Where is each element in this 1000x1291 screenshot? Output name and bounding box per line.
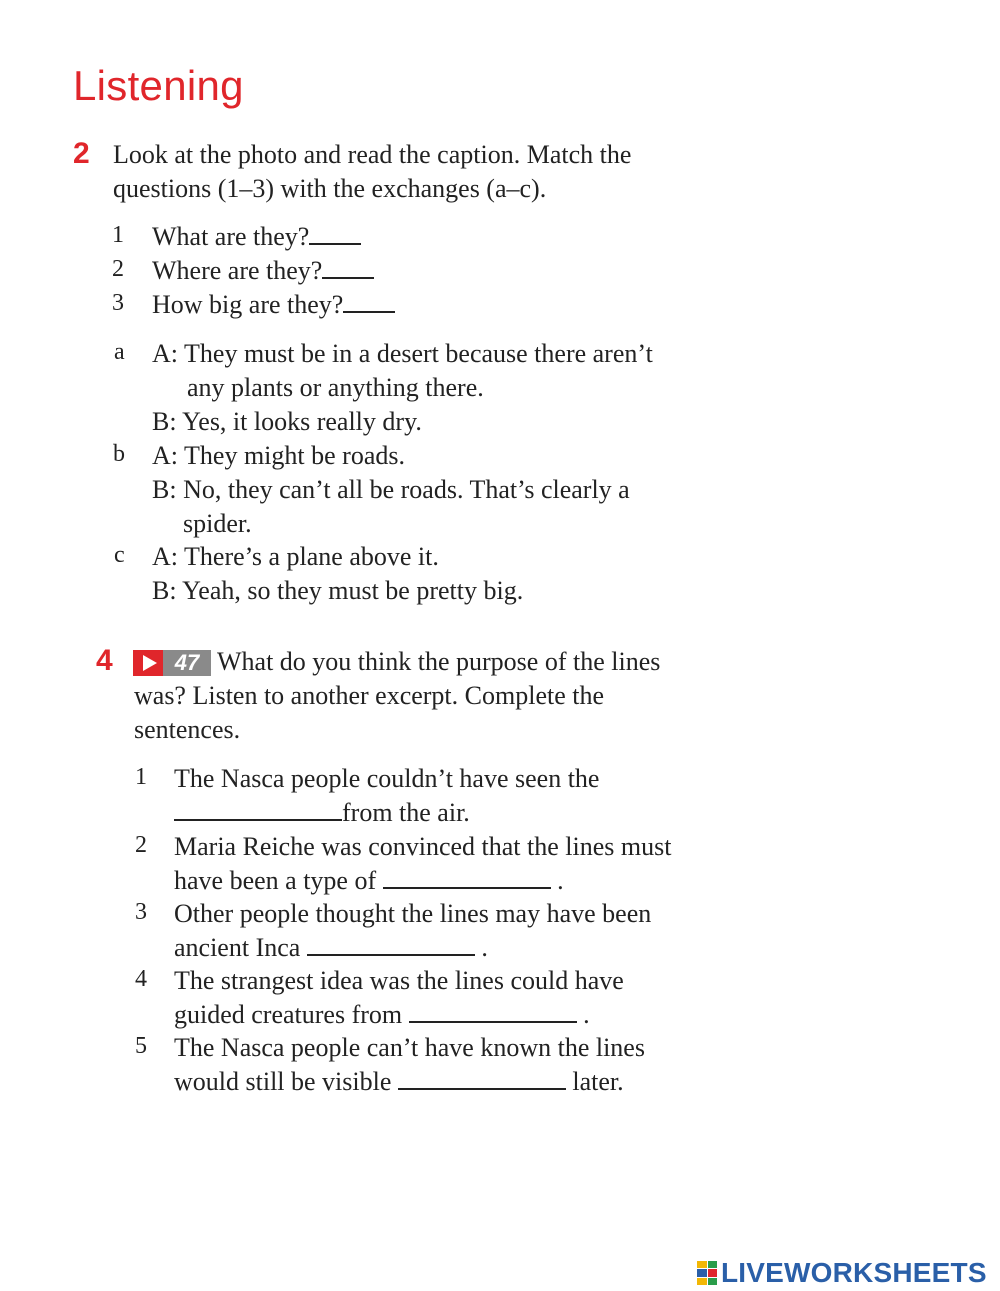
item-line: Maria Reiche was convinced that the lines must — [174, 832, 672, 861]
item-text: ancient Inca — [174, 933, 301, 962]
exchange-letter: b — [113, 441, 125, 467]
item-line — [174, 1065, 624, 1099]
section-title: Listening — [73, 62, 244, 109]
item-line — [174, 796, 470, 830]
exchange-line: B: Yes, it looks really dry. — [152, 407, 422, 436]
item-line: The strangest idea was the lines could have — [174, 966, 624, 995]
exercise-2-instruction-line1: Look at the photo and read the caption. Match the — [113, 140, 632, 169]
item-number: 2 — [135, 832, 147, 858]
item-text: would still be visible — [174, 1067, 392, 1096]
item-text: . — [583, 1000, 590, 1029]
question-number: 1 — [112, 222, 124, 248]
item-number: 3 — [135, 899, 147, 925]
exchange-line: B: No, they can’t all be roads. That’s clearly a — [152, 475, 630, 504]
exchange-line: A: There’s a plane above it. — [152, 542, 439, 571]
fill-blank[interactable] — [409, 1020, 577, 1023]
question-text: How big are they? — [152, 290, 344, 319]
item-text: have been a type of — [174, 866, 377, 895]
exercise-4-number: 4 — [96, 644, 113, 677]
exchange-line: A: They might be roads. — [152, 441, 405, 470]
question-item — [152, 220, 361, 254]
question-number: 2 — [112, 256, 124, 282]
exercise-4-instruction-line1: What do you think the purpose of the lines — [217, 647, 661, 676]
fill-blank[interactable] — [398, 1087, 566, 1090]
item-text: . — [557, 866, 564, 895]
question-item — [152, 254, 374, 288]
answer-blank[interactable] — [343, 310, 395, 313]
item-line: Other people thought the lines may have been — [174, 899, 652, 928]
liveworksheets-logo-icon — [697, 1261, 717, 1285]
answer-blank[interactable] — [309, 242, 361, 245]
item-text: from the air. — [342, 798, 470, 827]
liveworksheets-logo — [697, 1257, 987, 1289]
fill-blank[interactable] — [174, 818, 342, 821]
item-line — [174, 998, 590, 1032]
item-text: . — [481, 933, 488, 962]
question-number: 3 — [112, 290, 124, 316]
question-text: Where are they? — [152, 256, 323, 285]
item-line — [174, 864, 564, 898]
exercise-2-instruction-line2: questions (1–3) with the exchanges (a–c). — [113, 174, 547, 203]
exchange-line: A: They must be in a desert because there aren’t — [152, 339, 653, 368]
play-icon — [133, 650, 163, 676]
item-line — [174, 931, 488, 965]
item-number: 1 — [135, 764, 147, 790]
exercise-2-number: 2 — [73, 137, 90, 170]
exercise-4-instruction-line2: was? Listen to another excerpt. Complete the — [134, 681, 605, 710]
item-line: The Nasca people couldn’t have seen the — [174, 764, 600, 793]
answer-blank[interactable] — [322, 276, 374, 279]
exchange-line: spider. — [183, 509, 252, 538]
exchange-line: B: Yeah, so they must be pretty big. — [152, 576, 524, 605]
question-text: What are they? — [152, 222, 310, 251]
track-number: 47 — [163, 650, 211, 676]
item-number: 4 — [135, 966, 147, 992]
logo-text: LIVEWORKSHEETS — [721, 1257, 987, 1288]
fill-blank[interactable] — [307, 953, 475, 956]
item-number: 5 — [135, 1033, 147, 1059]
audio-track-button[interactable] — [133, 650, 211, 676]
item-text: guided creatures from — [174, 1000, 403, 1029]
exchange-letter: c — [114, 542, 125, 568]
fill-blank[interactable] — [383, 886, 551, 889]
exchange-letter: a — [114, 339, 125, 365]
exercise-4-instruction-line3: sentences. — [134, 715, 241, 744]
exchange-line: any plants or anything there. — [187, 373, 484, 402]
question-item — [152, 288, 395, 322]
item-text: later. — [572, 1067, 624, 1096]
item-line: The Nasca people can’t have known the lines — [174, 1033, 645, 1062]
